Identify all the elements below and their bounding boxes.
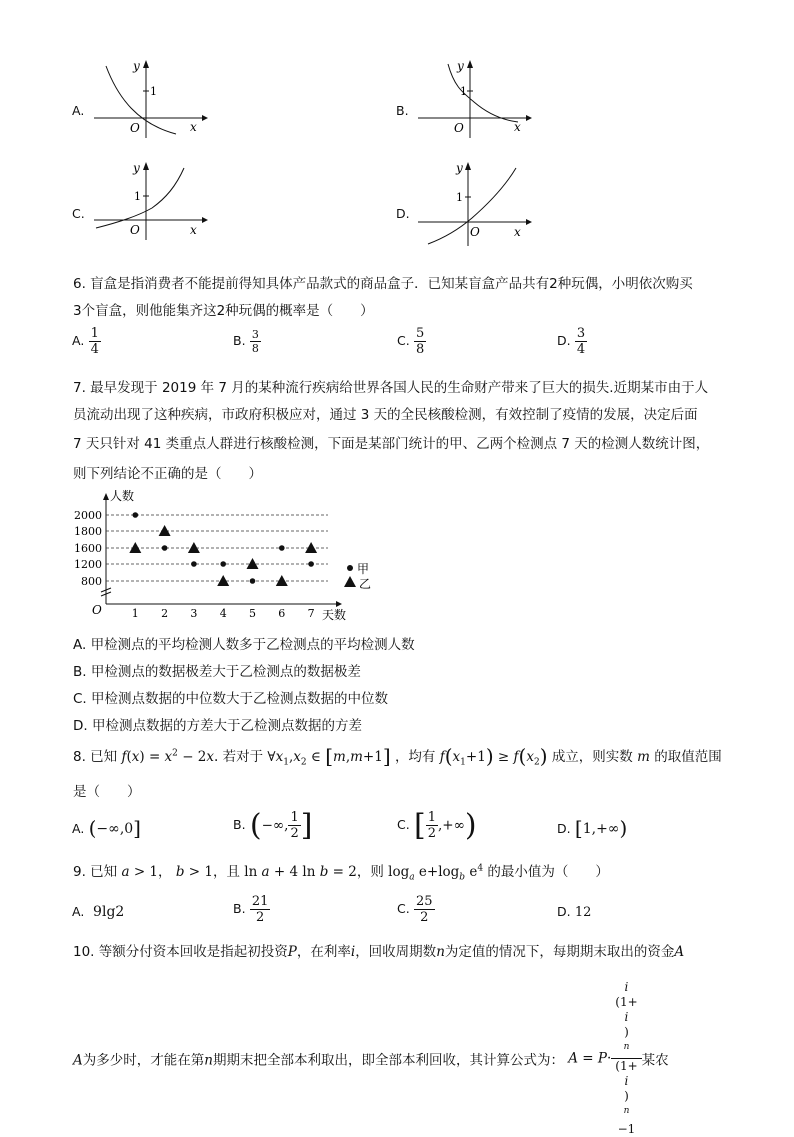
y-axis-label: y xyxy=(133,161,140,175)
data-point-yi[interactable] xyxy=(276,575,288,586)
q5-option-b-label[interactable]: B. xyxy=(396,103,409,118)
data-point-yi[interactable] xyxy=(217,575,229,586)
fraction: $\frac{3}{4}$ xyxy=(576,326,586,357)
q8-option-b[interactable]: B. (−∞, $\frac{1}{2}$ ] xyxy=(233,808,313,843)
q6-option-c[interactable]: C. $\frac{5}{8}$ xyxy=(397,326,425,357)
data-point-yi[interactable] xyxy=(305,542,317,553)
q5-graph-b xyxy=(414,58,534,140)
origin-label: O xyxy=(470,225,480,239)
q9-option-a[interactable]: A. 9lg2 xyxy=(72,904,125,920)
q8-stem-line2: 是（ ） xyxy=(73,784,141,800)
q5-option-a-label[interactable]: A. xyxy=(72,103,85,118)
q5-option-d-label[interactable]: D. xyxy=(396,206,410,221)
q7-option-b[interactable]: B. 甲检测点的数据极差大于乙检测点的数据极差 xyxy=(73,664,361,680)
legend-marker-yi xyxy=(344,576,356,587)
x-tick-label: 4 xyxy=(219,607,227,620)
data-point-jia[interactable] xyxy=(308,561,314,567)
data-point-jia[interactable] xyxy=(279,545,285,551)
fraction: $\frac{21}{2}$ xyxy=(251,894,269,925)
q10-stem-line2: A为多少时，才能在第n期期末把全部本利取出，即全部本利回收，其计算公式为： A = P· i (1+ i ) $^n$ (1+ i ) $^n$ −1 某农 xyxy=(73,980,669,1136)
fraction: $\frac{25}{2}$ xyxy=(416,894,433,925)
x-axis-title: 天数 xyxy=(322,608,347,622)
origin-label: O xyxy=(130,121,140,135)
x-tick-label: 6 xyxy=(278,607,286,620)
x-tick-label: 1 xyxy=(131,607,139,620)
legend-marker-jia xyxy=(347,565,353,571)
fraction: $\frac{5}{8}$ xyxy=(416,326,425,357)
x-axis-label: x xyxy=(514,120,521,134)
q6-option-a[interactable]: A. $\frac{1}{4}$ xyxy=(72,326,99,357)
origin-label: O xyxy=(92,603,102,617)
y-axis-title: 人数 xyxy=(110,489,135,503)
origin-label: O xyxy=(454,121,464,135)
data-point-jia[interactable] xyxy=(133,512,139,518)
q9-stem: 9. 已知 a > 1， b > 1，且 ln a + 4 ln b = 2，则 $\log_a e+\log_b$ $e^4$ 的最小值为（ ） xyxy=(73,863,609,883)
fraction: $\frac{1}{2}$ xyxy=(427,810,436,841)
q10-formula: A = P· xyxy=(568,1050,612,1067)
q6-stem-line1: 6. 盲盒是指消费者不能提前得知具体产品款式的商品盒子．已知某盲盒产品共有2种玩偶，小明依次购买 xyxy=(73,276,693,292)
legend-label-jia: 甲 xyxy=(357,562,370,576)
q5-option-c-label[interactable]: C. xyxy=(72,206,85,221)
tick-label: 1 xyxy=(456,191,463,204)
q7-stem-line2: 员流动出现了这种疾病，市政府积极应对，通过 3 天的全民核酸检测，有效控制了疫情的发展，决定后面 xyxy=(73,407,698,423)
y-tick-label: 1600 xyxy=(74,542,102,555)
data-point-yi[interactable] xyxy=(129,542,141,553)
q5-graph-d xyxy=(414,160,534,248)
q8-option-d[interactable]: D. [1,+∞) xyxy=(557,816,628,840)
q6-option-b[interactable]: B. $\frac{3}{8}$ xyxy=(233,328,259,355)
q8-condition: $\forall x_1,x_2$ ∈ [m,m+1] xyxy=(267,744,391,768)
y-axis-label: y xyxy=(456,161,463,175)
q10-stem-line1: 10. 等额分付资本回收是指起初投资P，在利率i，回收周期数n为定值的情况下，每期期末取出的资金A xyxy=(73,944,685,960)
y-tick-label: 1200 xyxy=(74,558,102,571)
q7-option-c[interactable]: C. 甲检测点数据的中位数大于乙检测点数据的中位数 xyxy=(73,691,389,707)
data-point-yi[interactable] xyxy=(247,558,259,569)
q7-option-a[interactable]: A. 甲检测点的平均检测人数多于乙检测点的平均检测人数 xyxy=(73,637,415,653)
q6-option-d[interactable]: D. $\frac{3}{4}$ xyxy=(557,326,586,357)
y-axis-label: y xyxy=(457,59,464,73)
q8-stem-line1: 8. 已知 $f(x) = x^2 - 2x$. 若对于 $\forall x_1,x_2$ ∈ [m,m+1] ，均有 $f(x_1+1) \ge f(x_2)$ 成立，则实数 m 的取值范围 xyxy=(73,744,722,768)
x-axis-label: x xyxy=(514,225,521,239)
q5-graph-c xyxy=(90,160,210,242)
legend-label-yi: 乙 xyxy=(359,577,372,591)
data-point-jia[interactable] xyxy=(250,578,256,584)
x-tick-label: 2 xyxy=(161,607,169,620)
fraction: $\frac{1}{4}$ xyxy=(90,326,99,357)
q9-option-c[interactable]: C. $\frac{25}{2}$ xyxy=(397,894,433,925)
y-tick-label: 800 xyxy=(81,575,102,588)
y-axis-arrow xyxy=(103,493,109,500)
q7-option-d[interactable]: D. 甲检测点数据的方差大于乙检测点数据的方差 xyxy=(73,718,362,734)
q7-stem-line1: 7. 最早发现于 2019 年 7 月的某种流行疾病给世界各国人民的生命财产带来了巨大的损失.近期某市由于人 xyxy=(73,380,709,396)
q8-function-def: $f(x) = x^2 - 2x$. xyxy=(121,748,219,765)
fraction: $\frac{1}{2}$ xyxy=(290,810,299,841)
y-tick-label: 2000 xyxy=(74,509,102,522)
y-axis-label: y xyxy=(133,59,140,73)
tick-label: 1 xyxy=(460,85,467,98)
origin-label: O xyxy=(130,223,140,237)
q7-stem-line4: 则下列结论不正确的是（ ） xyxy=(73,466,262,482)
q8-option-c[interactable]: C. [ $\frac{1}{2}$ ,+∞) xyxy=(397,808,477,843)
x-axis-label: x xyxy=(190,223,197,237)
q7-stem-line3: 7 天只针对 41 类重点人群进行核酸检测，下面是某部门统计的甲、乙两个检测点 7 天的检测人数统计图， xyxy=(73,436,710,452)
data-point-jia[interactable] xyxy=(162,545,168,551)
x-axis-label: x xyxy=(190,120,197,134)
fraction: $\frac{3}{8}$ xyxy=(251,328,259,355)
x-tick-label: 5 xyxy=(249,607,256,620)
data-point-jia[interactable] xyxy=(191,561,197,567)
q5-graph-a xyxy=(90,58,210,140)
data-point-jia[interactable] xyxy=(220,561,226,567)
q8-option-a[interactable]: A. (−∞,0] xyxy=(72,816,141,840)
x-axis-arrow xyxy=(336,601,342,607)
x-tick-label: 7 xyxy=(307,607,315,620)
x-tick-label: 3 xyxy=(190,607,198,620)
q9-option-b[interactable]: B. $\frac{21}{2}$ xyxy=(233,894,269,925)
tick-label: 1 xyxy=(134,190,141,203)
q6-stem-line2: 3个盲盒，则他能集齐这2种玩偶的概率是（ ） xyxy=(73,303,374,319)
q7-scatter-chart xyxy=(66,486,376,622)
data-point-yi[interactable] xyxy=(159,525,171,536)
y-tick-label: 1800 xyxy=(74,525,102,538)
fraction: i (1+ i ) $^n$ (1+ i ) $^n$ −1 xyxy=(611,980,641,1137)
q8-inequality: $f(x_1+1) \ge f(x_2)$ xyxy=(439,744,548,768)
data-point-yi[interactable] xyxy=(188,542,200,553)
q9-option-d[interactable]: D. 12 xyxy=(557,904,592,920)
tick-label: 1 xyxy=(150,85,157,98)
